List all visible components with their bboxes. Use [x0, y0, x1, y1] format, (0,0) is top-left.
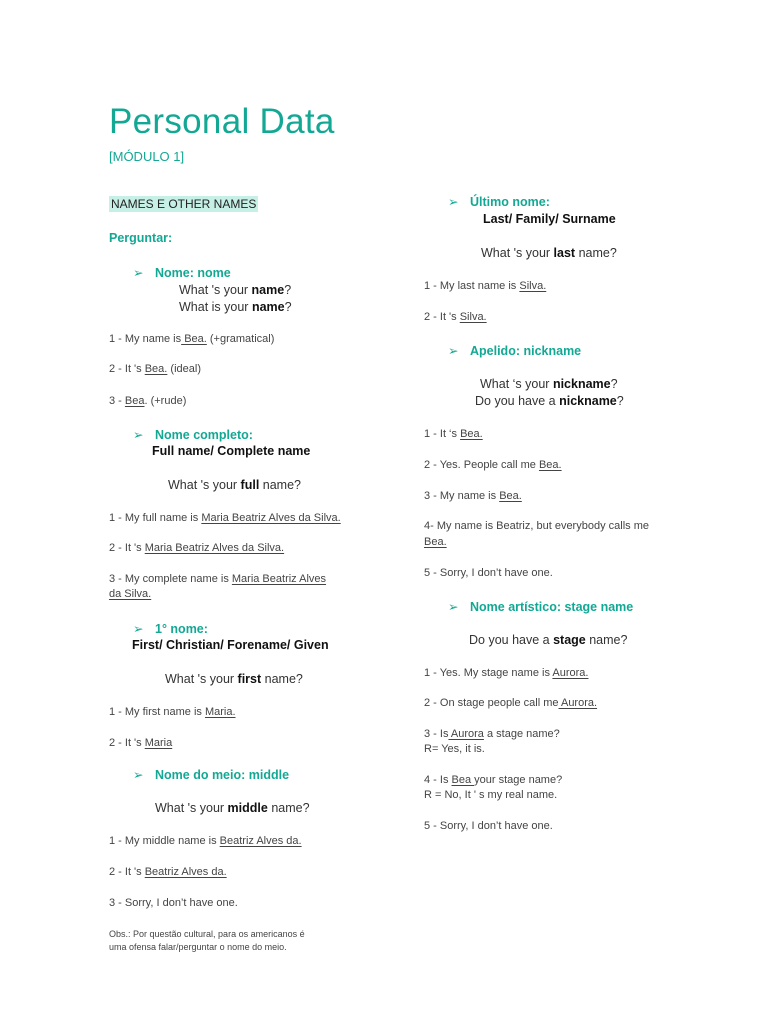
heading-nome-artistico: ➢ Nome artístico: stage name [448, 600, 634, 614]
heading-text: Nome: nome [155, 266, 231, 280]
answer-line: 3 - My name is Bea. [424, 490, 522, 502]
heading-nome-do-meio: ➢ Nome do meio: middle [133, 768, 290, 782]
subheading: Last/ Family/ Surname [483, 212, 616, 226]
perguntar-label: Perguntar: [109, 231, 173, 245]
answer-line: da Silva. [109, 588, 152, 600]
answer-line: 3 - My complete name is Maria Beatriz Alves [109, 573, 327, 585]
answer-line: Bea. [424, 536, 447, 548]
question: Do you have a nickname? [475, 394, 624, 408]
obs-note: Obs.: Por questão cultural, para os americanos é [109, 929, 305, 939]
question: What is your name? [179, 300, 292, 314]
question: What 's your first name? [165, 672, 303, 686]
answer-line: 1 - My first name is Maria. [109, 706, 236, 718]
arrow-icon: ➢ [448, 600, 459, 614]
answer-line: 1 - It ‘s Bea. [424, 428, 483, 440]
heading-nome-completo: ➢ Nome completo: [133, 428, 253, 442]
answer-line: 1 - My middle name is Beatriz Alves da. [109, 835, 302, 847]
heading-apelido: ➢ Apelido: nickname [448, 344, 582, 358]
arrow-icon: ➢ [448, 195, 459, 209]
answer-line: R = No, It ' s my real name. [424, 789, 558, 801]
answer-line: 5 - Sorry, I don’t have one. [424, 567, 553, 579]
module-label: [MÓDULO 1] [109, 149, 185, 164]
arrow-icon: ➢ [133, 428, 144, 442]
question: What 's your full name? [168, 478, 301, 492]
page-title: Personal Data [109, 102, 335, 141]
answer-line: 2 - It 's Beatriz Alves da. [109, 866, 227, 878]
section-highlight: NAMES E OTHER NAMES [111, 197, 257, 211]
question: What ‘s your nickname? [480, 377, 618, 391]
heading-primeiro-nome: ➢ 1° nome: [133, 622, 208, 636]
answer-line: 2 - On stage people call me Aurora. [424, 697, 598, 709]
arrow-icon: ➢ [133, 266, 144, 280]
answer-line: 2 - It 's Silva. [424, 311, 487, 323]
subheading: Full name/ Complete name [152, 444, 311, 458]
arrow-icon: ➢ [133, 622, 144, 636]
answer-line: R= Yes, it is. [424, 743, 485, 755]
obs-note: uma ofensa falar/perguntar o nome do meio. [109, 942, 287, 952]
answer-line: 2 - Yes. People call me Bea. [424, 459, 562, 471]
answer-line: 5 - Sorry, I don’t have one. [424, 820, 553, 832]
answer-line: 1 - My last name is Silva. [424, 280, 547, 292]
heading-nome [133, 265, 231, 280]
question: Do you have a stage name? [469, 633, 628, 647]
answer-line: 1 - My full name is Maria Beatriz Alves da Silva. [109, 512, 341, 524]
question: What 's your name? [179, 283, 292, 297]
question: What 's your middle name? [155, 801, 310, 815]
answer-line: 3 - Bea. (+rude) [109, 395, 187, 407]
question: What 's your last name? [481, 246, 617, 260]
answer-line: 1 - Yes. My stage name is Aurora. [424, 667, 589, 679]
arrow-icon: ➢ [448, 344, 459, 358]
answer-line: 2 - It 's Maria Beatriz Alves da Silva. [109, 542, 285, 554]
answer-line: 1 - My name is Bea. (+gramatical) [109, 333, 275, 345]
subheading: First/ Christian/ Forename/ Given [132, 638, 329, 652]
answer-line: 2 - It 's Maria [109, 737, 173, 749]
answer-line: 4- My name is Beatriz, but everybody calls me [424, 520, 649, 532]
answer-line: 4 - Is Bea your stage name? [424, 774, 563, 786]
answer-line: 2 - It 's Bea. (ideal) [109, 363, 201, 375]
heading-ultimo-nome: ➢ Último nome: [448, 195, 550, 209]
arrow-icon: ➢ [133, 768, 144, 782]
answer-line: 3 - Is Aurora a stage name? [424, 728, 560, 740]
answer-line: 3 - Sorry, I don’t have one. [109, 897, 238, 909]
